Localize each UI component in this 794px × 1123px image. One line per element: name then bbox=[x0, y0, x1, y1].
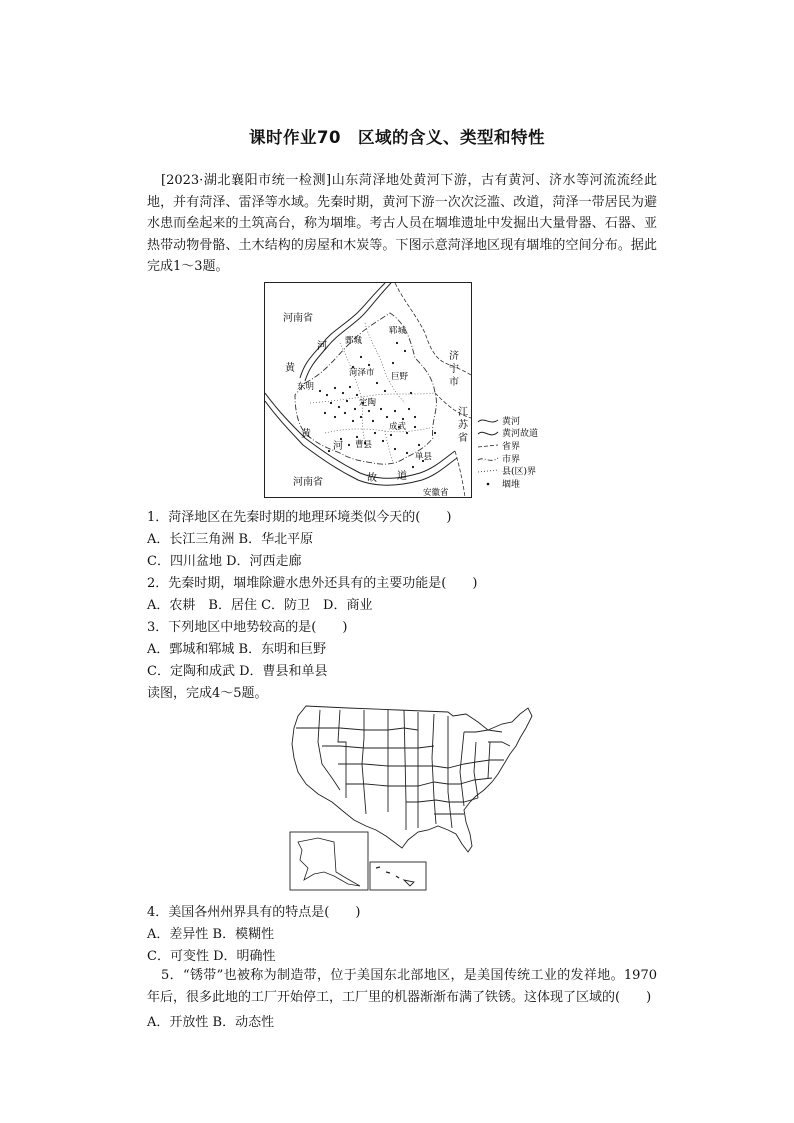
map1-legend bbox=[476, 414, 576, 498]
heze-map-svg bbox=[265, 283, 471, 497]
q1-options-ab: A．长江三角洲 B．华北平原 bbox=[147, 532, 314, 547]
legend-label-2: 省界 bbox=[502, 442, 521, 452]
label-dingtao: 定陶 bbox=[359, 398, 377, 408]
hawaii-inset bbox=[370, 862, 426, 890]
q3-options-ab: A．鄄城和郓城 B．东明和巨野 bbox=[147, 642, 327, 657]
legend-city-symbol bbox=[478, 458, 498, 460]
label-juancheng: 鄄城 bbox=[345, 336, 363, 346]
label-shanxian: 单县 bbox=[415, 452, 433, 462]
label-jiangsu-1: 江 bbox=[458, 407, 468, 418]
label-henan-bottom: 河南省 bbox=[293, 477, 323, 488]
intro-paragraph: [2023·湖北襄阳市统一检测]山东菏泽地处黄河下游，古有黄河、济水等河流流经此地，并有菏泽、雷泽等水域。先秦时期，黄河下游一次次泛滥、改道，菏泽一带居民为避水患而垒起来的土筑高台，称为堌堆。考古人员在堌堆遗址中发掘出大量骨器、石器、亚热带动物骨骼、土木结构的房屋和木炭等。下图示意菏泽地区现有堌堆的空间分布。据此完成1～3题。 bbox=[147, 173, 657, 274]
legend-yellow-river-symbol bbox=[478, 420, 498, 422]
label-huang-left: 黄 bbox=[285, 363, 295, 374]
q1-stem: 1．菏泽地区在先秦时期的地理环境类似今天的( ) bbox=[147, 510, 452, 525]
label-chengwu: 成武 bbox=[389, 422, 407, 432]
label-juye: 巨野 bbox=[391, 372, 409, 382]
label-jining-2: 宁 bbox=[449, 364, 459, 375]
q4-options-ab: A．差异性 B．模糊性 bbox=[147, 927, 275, 942]
legend-old-channel-symbol bbox=[478, 432, 498, 435]
usa-states-map bbox=[288, 702, 548, 892]
q1-options-cd: C．四川盆地 D．河西走廊 bbox=[147, 554, 302, 569]
q3-options-cd: C．定陶和成武 D．曹县和单县 bbox=[147, 664, 328, 679]
label-anhui: 安徽省 bbox=[423, 488, 449, 497]
legend-mound-symbol bbox=[487, 483, 490, 486]
legend-label-1: 黄河故道 bbox=[502, 429, 539, 439]
q3-stem: 3．下列地区中地势较高的是( ) bbox=[147, 620, 348, 635]
legend-county-symbol bbox=[478, 470, 498, 472]
q4-stem: 4．美国各州州界具有的特点是( ) bbox=[147, 905, 361, 920]
legend-label-5: 堌堆 bbox=[502, 480, 521, 490]
legend-province-symbol bbox=[478, 445, 498, 447]
label-he: 河 bbox=[317, 341, 327, 352]
label-yuncheng: 郓城 bbox=[389, 326, 407, 336]
label-he-bottom: 河 bbox=[333, 441, 343, 452]
page-title: 课时作业70 区域的含义、类型和特性 bbox=[249, 128, 545, 147]
q2-options: A．农耕 B．居住 C．防卫 D．商业 bbox=[147, 598, 373, 613]
label-jiangsu-2: 苏 bbox=[458, 420, 468, 431]
label-huang-bottom: 黄 bbox=[301, 429, 311, 440]
legend-label-4: 县(区)界 bbox=[502, 467, 537, 477]
q5-stem: 5．“锈带”也被称为制造带，位于美国东北部地区，是美国传统工业的发祥地。1970年后，很多此地的工厂开始停工，工厂里的机器渐渐布满了铁锈。这体现了区域的( ) bbox=[147, 968, 657, 1005]
label-jining-3: 市 bbox=[449, 377, 459, 388]
alaska-inset bbox=[290, 832, 368, 890]
read-map-instruction: 读图，完成4～5题。 bbox=[147, 686, 268, 701]
label-henan-top: 河南省 bbox=[283, 313, 313, 324]
heze-mound-map bbox=[264, 282, 472, 498]
label-caoxian: 曹县 bbox=[355, 440, 373, 450]
q2-stem: 2．先秦时期，堌堆除避水患外还具有的主要功能是( ) bbox=[147, 576, 478, 591]
label-jiangsu-3: 省 bbox=[458, 433, 468, 444]
label-jining-1: 济 bbox=[449, 351, 459, 362]
label-heze: 菏泽市 bbox=[349, 368, 375, 378]
label-dongming: 东明 bbox=[297, 382, 315, 392]
q5-options-ab: A．开放性 B．动态性 bbox=[147, 1015, 275, 1030]
legend-label-0: 黄河 bbox=[502, 417, 521, 427]
label-gu: 故 bbox=[367, 473, 377, 484]
legend-label-3: 市界 bbox=[502, 455, 521, 465]
label-dao: 道 bbox=[397, 471, 407, 482]
q4-options-cd: C．可变性 D．明确性 bbox=[147, 949, 276, 964]
